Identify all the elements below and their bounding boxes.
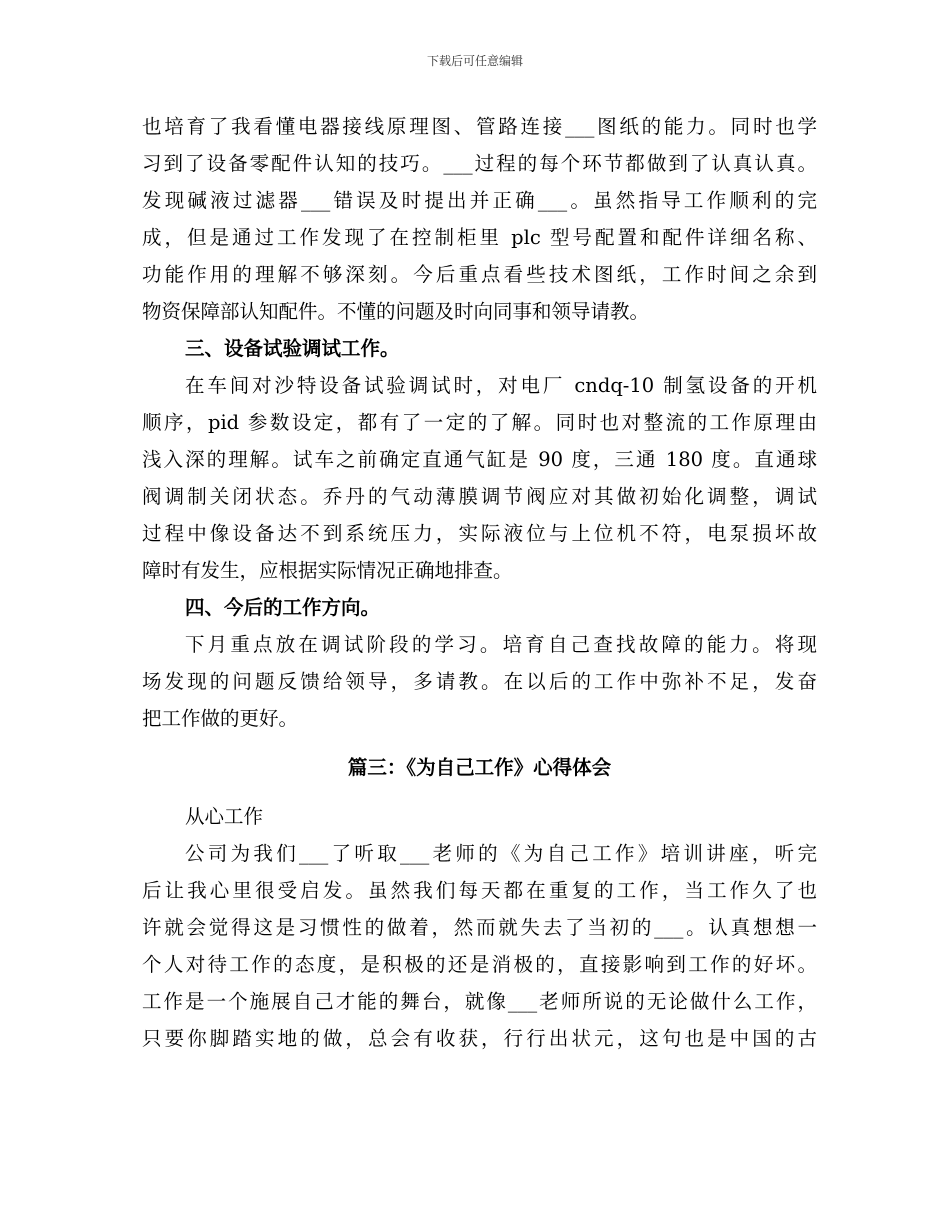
paragraph-line: 个人对待工作的态度，是积极的还是消极的，直接影响到工作的好坏。 [142, 953, 817, 976]
paragraph-line: 把工作做的更好。 [142, 707, 299, 730]
document-body [142, 108, 817, 1057]
section2-tail [142, 108, 817, 330]
paragraph-line: 只要你脚踏实地的做，总会有收获，行行出状元，这句也是中国的古 [142, 1027, 817, 1050]
paragraph-line: 障时有发生，应根据实际情况正确地排查。 [142, 559, 513, 582]
section-heading: 三、设备试验调试工作。 [185, 337, 400, 360]
paragraph-line: 后让我心里很受启发。虽然我们每天都在重复的工作，当工作久了也 [142, 879, 817, 902]
paragraph-line: 工作是一个施展自己才能的舞台，就像___老师所说的无论做什么工作， [142, 990, 817, 1013]
paragraph-line: 在车间对沙特设备试验调试时，对电厂 cndq-10 制氢设备的开机 [185, 374, 817, 397]
paragraph-line: 功能作用的理解不够深刻。今后重点看些技术图纸，工作时间之余到 [142, 263, 817, 286]
paragraph-line: 公司为我们___了听取___老师的《为自己工作》培训讲座，听完 [185, 842, 817, 865]
paragraph-line: 过程中像设备达不到系统压力，实际液位与上位机不符，电泵损坏故 [142, 522, 817, 545]
paragraph-line: 浅入深的理解。试车之前确定直通气缸是 90 度，三通 180 度。直通球 [142, 448, 817, 471]
paragraph-line: 习到了设备零配件认知的技巧。___过程的每个环节都做到了认真认真。 [142, 152, 817, 175]
paragraph-line: 物资保障部认知配件。不懂的问题及时向同事和领导请教。 [142, 300, 650, 323]
paragraph-line: 也培育了我看懂电器接线原理图、管路连接___图纸的能力。同时也学 [142, 115, 817, 138]
part3-body [142, 835, 817, 1057]
paragraph-line: 发现碱液过滤器___错误及时提出并正确___。虽然指导工作顺利的完 [142, 189, 817, 212]
part-title: 篇三：《为自己工作》心得体会 [347, 756, 612, 779]
paragraph-line: 许就会觉得这是习惯性的做着，然而就失去了当初的___。认真想想一 [142, 916, 817, 939]
paragraph-line: 下月重点放在调试阶段的学习。培育自己查找故障的能力。将现 [185, 633, 817, 656]
section3-body [142, 367, 817, 589]
paragraph-line: 阀调制关闭状态。乔丹的气动薄膜调节阀应对其做初始化调整，调试 [142, 485, 817, 508]
section-heading: 四、今后的工作方向。 [185, 596, 381, 619]
part-subtitle: 从心工作 [185, 805, 264, 828]
paragraph-line: 成，但是通过工作发现了在控制柜里 plc 型号配置和配件详细名称、 [142, 226, 817, 249]
paragraph-line: 顺序，pid 参数设定，都有了一定的了解。同时也对整流的工作原理由 [142, 411, 817, 434]
paragraph-line: 场发现的问题反馈给领导，多请教。在以后的工作中弥补不足，发奋 [142, 670, 817, 693]
section4-body [142, 626, 817, 737]
page-header: 下载后可任意编辑 [426, 54, 523, 68]
